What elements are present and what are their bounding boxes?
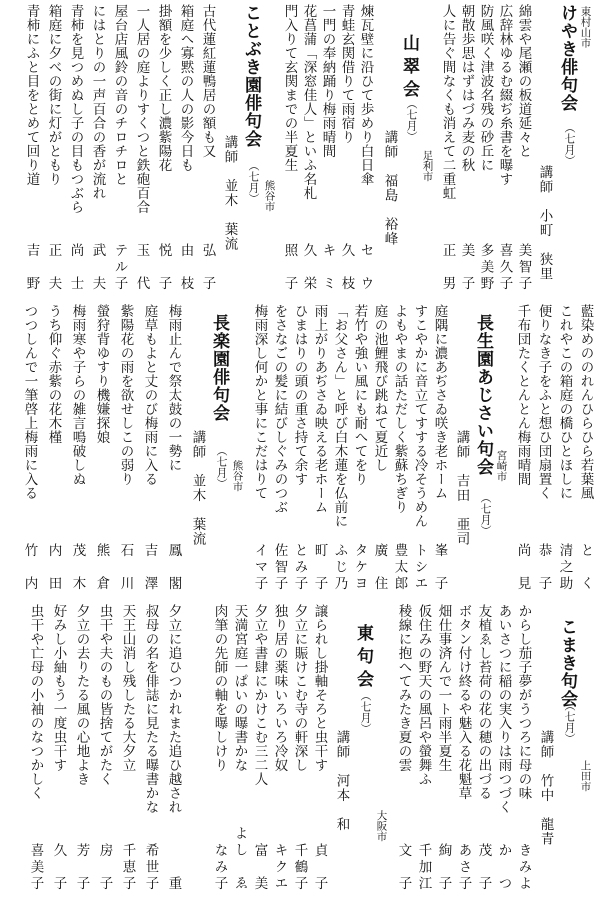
poem-text: 夕立や書肆にかけこむ三二人 — [251, 604, 268, 786]
poem-text: 門入りて玄関までの半夏生 — [281, 4, 298, 172]
poem-text: にはとりの一声百合の香が流れ — [89, 4, 106, 200]
group-teacher: 講師 並木 葉流 — [189, 430, 206, 546]
poet-name: 茂 子 — [475, 842, 492, 892]
poem-text: 仮住みの野天の風呂や螢舞ふ — [415, 604, 432, 786]
group-month: （七月） — [563, 122, 576, 166]
poet-name: 久 枝 — [338, 242, 355, 292]
poem-text: うち仰ぐ赤紫の花木槿 — [45, 304, 62, 444]
poem-text: ボタン付け終るや魅入る花魁草 — [455, 604, 472, 800]
group-title: 長生園あじさい句会 — [473, 314, 493, 476]
poet-name: 吉 澤 — [141, 542, 158, 592]
poet-name: 石 川 — [117, 542, 134, 592]
poet-name: か つ — [495, 842, 512, 892]
group-place: 上田市 — [579, 760, 592, 792]
group-place: 足利市 — [421, 150, 434, 182]
poem-text: 朝散歩思はずはづみ麦の秋 — [458, 4, 475, 172]
group-teacher: 講師 吉田 亜司 — [453, 430, 470, 546]
group-title: 東句会 — [353, 624, 373, 693]
poet-name: 照 子 — [281, 242, 298, 292]
poem-text: 広辞林ゆるむ綴ぢ糸書を曝す — [496, 4, 513, 186]
poet-name: 千恵子 — [119, 842, 136, 892]
poem-text: 庭隅に濃あぢさゐ咲き老ホーム — [431, 304, 448, 500]
poet-name: テル子 — [111, 242, 128, 292]
poem-text: 掛額を少しく正し濃紫陽花 — [155, 4, 172, 172]
poem-text: 箱庭に夕べの街に灯がともり — [45, 4, 62, 186]
group-place: 熊谷市 — [231, 460, 244, 492]
poem-text: 天満宮庭一ぱいの曝書かな — [231, 604, 248, 772]
poet-name: 文 子 — [395, 842, 412, 892]
group-teacher: 講師 小町 狭里 — [536, 165, 553, 281]
poet-name: 美智子 — [515, 242, 532, 292]
poet-name: トシエ — [411, 542, 428, 592]
poem-text: 煉瓦壁に沿ひて歩めり白日傘 — [357, 4, 374, 186]
poet-name: 喜美子 — [27, 842, 44, 892]
poet-name: 鳳 閣 — [165, 542, 182, 592]
poet-name: ふじ乃 — [331, 542, 348, 592]
poem-text: 梅雨止んで祭太鼓の一勢に — [165, 304, 182, 472]
poem-text: 肉筆の先師の軸を曝しけり — [211, 604, 228, 772]
group-teacher: 講師 竹中 龍青 — [537, 730, 554, 846]
poet-name: 貞 子 — [311, 842, 328, 892]
group-month: （七月） — [215, 445, 228, 489]
poem-text: 屋台店風鈴の音のチロチロと — [111, 4, 128, 186]
group-place: 宮崎市 — [495, 450, 508, 482]
group-place: 熊谷市 — [263, 180, 276, 212]
poet-name: 房 子 — [96, 842, 113, 892]
poem-text: 青柿にふと目をとめて回り道 — [23, 4, 40, 186]
poet-name: 廣 住 — [371, 542, 388, 592]
group-month: （七月） — [563, 700, 576, 744]
poet-name: 清之助 — [556, 542, 573, 592]
tier-middle — [0, 300, 600, 596]
poem-text: 夕立に賑けこむ寺の軒深し — [291, 604, 308, 772]
poem-text: これやこの箱庭の橋ひとほしに — [556, 304, 573, 500]
poem-text: 便りなき子をふと想ひ団扇置く — [535, 304, 552, 500]
group-title: ことぶき園俳句会 — [241, 4, 261, 148]
group-title: 長楽園俳句会 — [209, 314, 229, 422]
poem-text: 好みし小紬もう一度虫干す — [50, 604, 67, 772]
poem-text: をさなごの髪に結びしぐみのつぶ — [271, 304, 288, 514]
group-place: 東村山市 — [579, 6, 592, 48]
poet-name: 美 子 — [458, 242, 475, 292]
poem-text: 防風咲く津波名残の砂丘に — [477, 4, 494, 172]
poem-text: 花菖蒲「深窓佳人」といふ名札 — [300, 4, 317, 200]
poem-text: 「お父さん」と呼び白木蓮を仏前に — [331, 304, 348, 528]
poet-name: 内 田 — [45, 542, 62, 592]
group-place: 大阪市 — [375, 810, 388, 842]
poet-name: 正 男 — [439, 242, 456, 292]
poem-text: からし茄子夢がうつろに母の味 — [515, 604, 532, 800]
poem-text: 古代蓮紅蓮鴨居の額も又 — [199, 4, 216, 158]
poem-text: 綿雲や尾瀬の板道延々と — [515, 4, 532, 158]
poem-text: 箱庭へ寡黙の人の影今日も — [177, 4, 194, 172]
group-month: （七月） — [479, 492, 492, 536]
poem-text: 独り居の薬味いろいろ冷奴 — [271, 604, 288, 772]
poem-text: 螢狩背ゆすり機嫌探娘 — [93, 304, 110, 444]
poem-text: 紫陽花の雨を欲せしこの弱り — [117, 304, 134, 486]
poet-name: キクエ — [271, 842, 288, 892]
poem-text: 友植ゑし苔荷の花の穂の出づる — [475, 604, 492, 800]
poet-name: セ ウ — [357, 242, 374, 292]
group-title: 山翠会 — [399, 34, 419, 103]
poet-name: タケヨ — [351, 542, 368, 592]
poem-text: 虫干や夫のもの皆捨てがたく — [96, 604, 113, 786]
poet-name: 豊太郎 — [391, 542, 408, 592]
poet-name: 佐智子 — [271, 542, 288, 592]
poem-text: 一人居の庭よりすくつと鉄砲百合 — [133, 4, 150, 214]
poem-text: 虫干や亡母の小袖のなつかしく — [27, 604, 44, 800]
group-teacher: 講師 河本 和 — [333, 730, 350, 832]
poet-name: 絢 子 — [435, 842, 452, 892]
poet-name: 千鶴子 — [291, 842, 308, 892]
group-month: （七月） — [405, 98, 418, 142]
poem-text: 青柿を見つめぬし子の目もつぶら — [67, 4, 84, 214]
poet-name: 弘 子 — [199, 242, 216, 292]
poem-text: つつしんで一筆啓上梅雨に入る — [21, 304, 38, 500]
poet-name: 恭 子 — [535, 542, 552, 592]
poem-text: 一門の奉納踊り梅雨晴間 — [319, 4, 336, 158]
poet-name: きみよ — [515, 842, 532, 892]
poet-name: 久 子 — [50, 842, 67, 892]
poet-name: 尚 士 — [67, 242, 84, 292]
poem-text: 譲られし掛軸そろと虫干す — [311, 604, 328, 772]
group-title: けやき俳句会 — [557, 4, 577, 112]
poem-text: よもやまの話ただしく紫蘇ちぎり — [391, 304, 408, 514]
poem-text: 人に告ぐ間なくも消えて二重虹 — [439, 4, 456, 200]
poet-name: 熊 倉 — [93, 542, 110, 592]
tier-top — [0, 0, 600, 296]
group-teacher: 講師 並木 葉流 — [221, 135, 238, 251]
poem-text: 畑仕事済んで一ト雨半夏生 — [435, 604, 452, 772]
poem-text: 天王山消し残したる大夕立 — [119, 604, 136, 772]
poet-name: イマ子 — [251, 542, 268, 592]
poet-name: 久 栄 — [300, 242, 317, 292]
poem-text: 梅雨寒や子らの雑言鳴破しぬ — [69, 304, 86, 486]
poet-name: 尚 見 — [514, 542, 531, 592]
poem-text: 稜線に抱へてみたき夏の雲 — [395, 604, 412, 772]
poem-text: ひまはりの頭の重さ持て余す — [291, 304, 308, 486]
poem-text: すこやかに音立てすする冷そうめん — [411, 304, 428, 528]
poet-name: とみ子 — [291, 542, 308, 592]
poem-text: 千布団たくとんとん梅雨晴間 — [514, 304, 531, 486]
poet-name: 武 夫 — [89, 242, 106, 292]
group-month: （七月） — [359, 690, 372, 734]
poet-name: 喜久子 — [496, 242, 513, 292]
poet-name: 吉 野 — [23, 242, 40, 292]
group-month: （七月） — [247, 160, 260, 204]
poet-name: と く — [577, 542, 594, 592]
poet-name: 茂 木 — [69, 542, 86, 592]
poem-text: 雨上がりあぢさゐ映える老ホーム — [311, 304, 328, 514]
poet-name: なみ子 — [211, 842, 228, 892]
poet-name: 竹 内 — [21, 542, 38, 592]
poet-name: 富 美 — [251, 842, 268, 892]
poem-text: 夕立の去りたる風の心地よき — [73, 604, 90, 786]
tier-bottom — [0, 600, 600, 896]
group-teacher: 講師 福島 裕峰 — [381, 130, 398, 246]
poet-name: 千加江 — [415, 842, 432, 892]
poet-name: 希世子 — [142, 842, 159, 892]
poet-name: 多美野 — [477, 242, 494, 292]
poet-name: 重 — [165, 875, 182, 892]
poet-name: 正 夫 — [45, 242, 62, 292]
poem-text: 庭の池鯉飛び跳ねて夏近し — [371, 304, 388, 472]
poet-name: 芳 子 — [73, 842, 90, 892]
poet-name: 町 子 — [311, 542, 328, 592]
poem-text: 梅雨深し何かと事にこだはりて — [251, 304, 268, 500]
poem-text: 青蛙玄関借りて雨宿り — [338, 4, 355, 144]
poem-text: 若竹や強い風にも耐へてをり — [351, 304, 368, 486]
poet-name: 由 枝 — [177, 242, 194, 292]
poet-name: 玉 代 — [133, 242, 150, 292]
poet-name: あさ子 — [455, 842, 472, 892]
poem-text: 夕立に追ひつかれまた追ひ越され — [165, 604, 182, 814]
poet-name: よし ゑ — [231, 826, 248, 892]
poem-text: 叔母の名を俳誌に見たる曝書かな — [142, 604, 159, 814]
poem-text: 藍染めののれんひらひら若葉風 — [577, 304, 594, 500]
poem-text: あいさつに稲の実入りは雨つづく — [495, 604, 512, 814]
poem-text: 庭草もよと丈のび梅雨に入る — [141, 304, 158, 486]
poet-name: 悦 子 — [155, 242, 172, 292]
poet-name: 峯 子 — [431, 542, 448, 592]
poet-name: キ ミ — [319, 242, 336, 292]
group-title: こまき句会 — [557, 618, 577, 708]
